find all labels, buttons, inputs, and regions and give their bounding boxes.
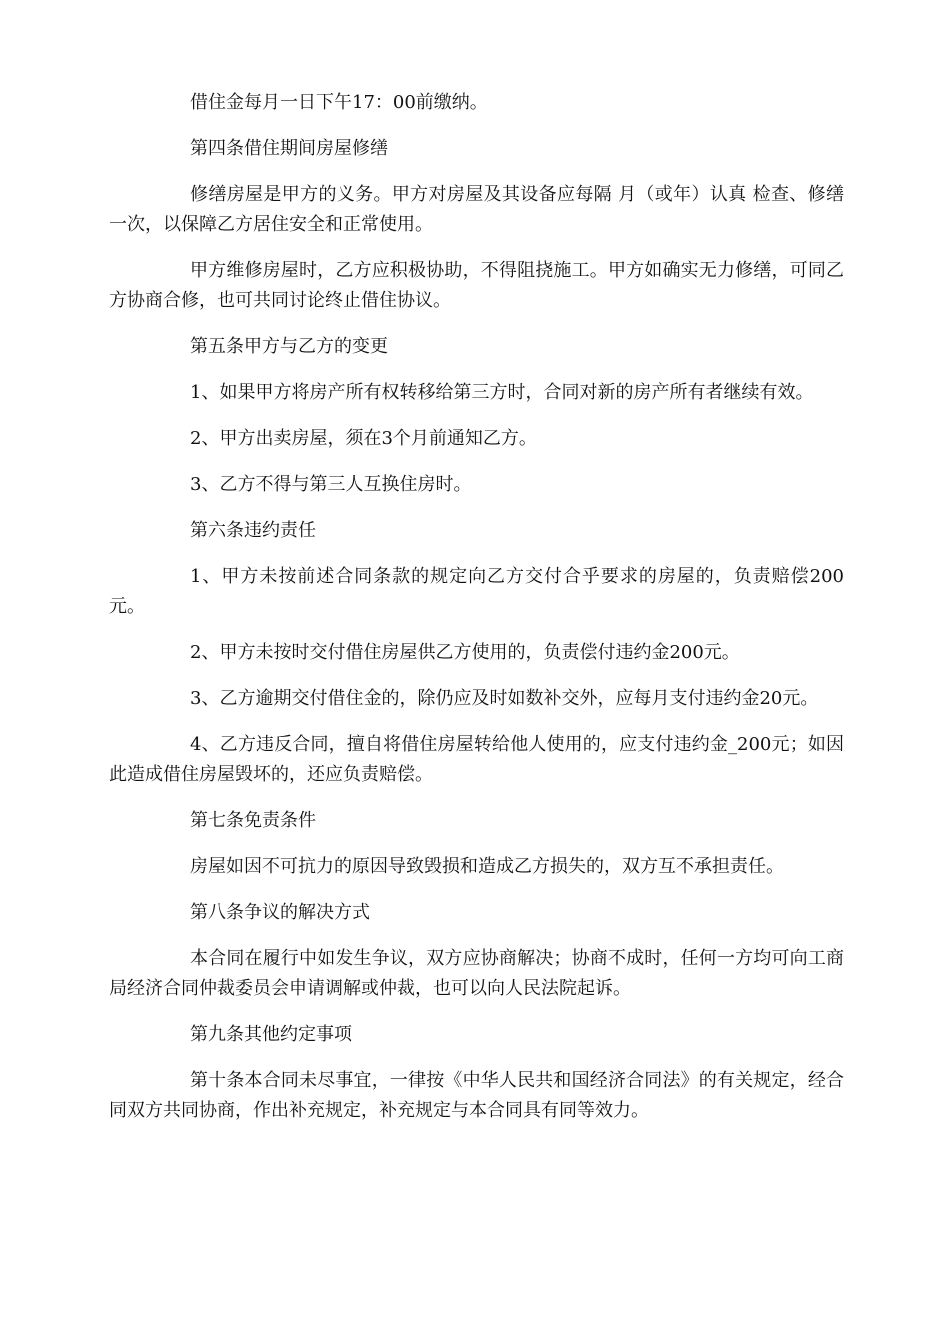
payment-deadline-paragraph: 借住金每月一日下午17：00前缴纳。 bbox=[190, 92, 488, 113]
article-5-heading: 第五条甲方与乙方的变更 bbox=[190, 336, 388, 357]
liability-clause-1: 1、甲方未按前述合同条款的规定向乙方交付合乎要求的房屋的，负责赔偿200元。 bbox=[109, 566, 844, 617]
article-7-heading: 第七条免责条件 bbox=[190, 810, 316, 831]
change-clause-1: 1、如果甲方将房产所有权转移给第三方时，合同对新的房产所有者继续有效。 bbox=[190, 382, 814, 403]
dispute-resolution-paragraph: 本合同在履行中如发生争议，双方应协商解决；协商不成时，任何一方均可向工商局经济合同仲裁委员会申请调解或仲裁，也可以向人民法院起诉。 bbox=[109, 948, 844, 999]
article-4-heading: 第四条借住期间房屋修缮 bbox=[190, 138, 388, 159]
article-6-heading: 第六条违约责任 bbox=[190, 520, 316, 541]
document-body bbox=[109, 88, 844, 1142]
article-10-paragraph: 第十条本合同未尽事宜，一律按《中华人民共和国经济合同法》的有关规定，经合同双方共同协商，作出补充规定，补充规定与本合同具有同等效力。 bbox=[109, 1070, 844, 1121]
article-9-heading: 第九条其他约定事项 bbox=[190, 1024, 352, 1045]
liability-clause-3: 3、乙方逾期交付借住金的，除仍应及时如数补交外，应每月支付违约金20元。 bbox=[190, 688, 819, 709]
change-clause-2: 2、甲方出卖房屋，须在3个月前通知乙方。 bbox=[190, 428, 537, 449]
force-majeure-paragraph: 房屋如因不可抗力的原因导致毁损和造成乙方损失的，双方互不承担责任。 bbox=[190, 856, 784, 877]
repair-cooperation-paragraph: 甲方维修房屋时，乙方应积极协助，不得阻挠施工。甲方如确实无力修缮，可同乙方协商合修，也可共同讨论终止借住协议。 bbox=[109, 260, 844, 311]
repair-obligation-paragraph: 修缮房屋是甲方的义务。甲方对房屋及其设备应每隔 月（或年）认真 检查、修缮一次，以保障乙方居住安全和正常使用。 bbox=[109, 184, 844, 235]
liability-clause-4: 4、乙方违反合同，擅自将借住房屋转给他人使用的，应支付违约金_200元；如因此造成借住房屋毁坏的，还应负责赔偿。 bbox=[109, 734, 844, 785]
article-8-heading: 第八条争议的解决方式 bbox=[190, 902, 370, 923]
liability-clause-2: 2、甲方未按时交付借住房屋供乙方使用的，负责偿付违约金200元。 bbox=[190, 642, 740, 663]
change-clause-3: 3、乙方不得与第三人互换住房时。 bbox=[190, 474, 472, 495]
